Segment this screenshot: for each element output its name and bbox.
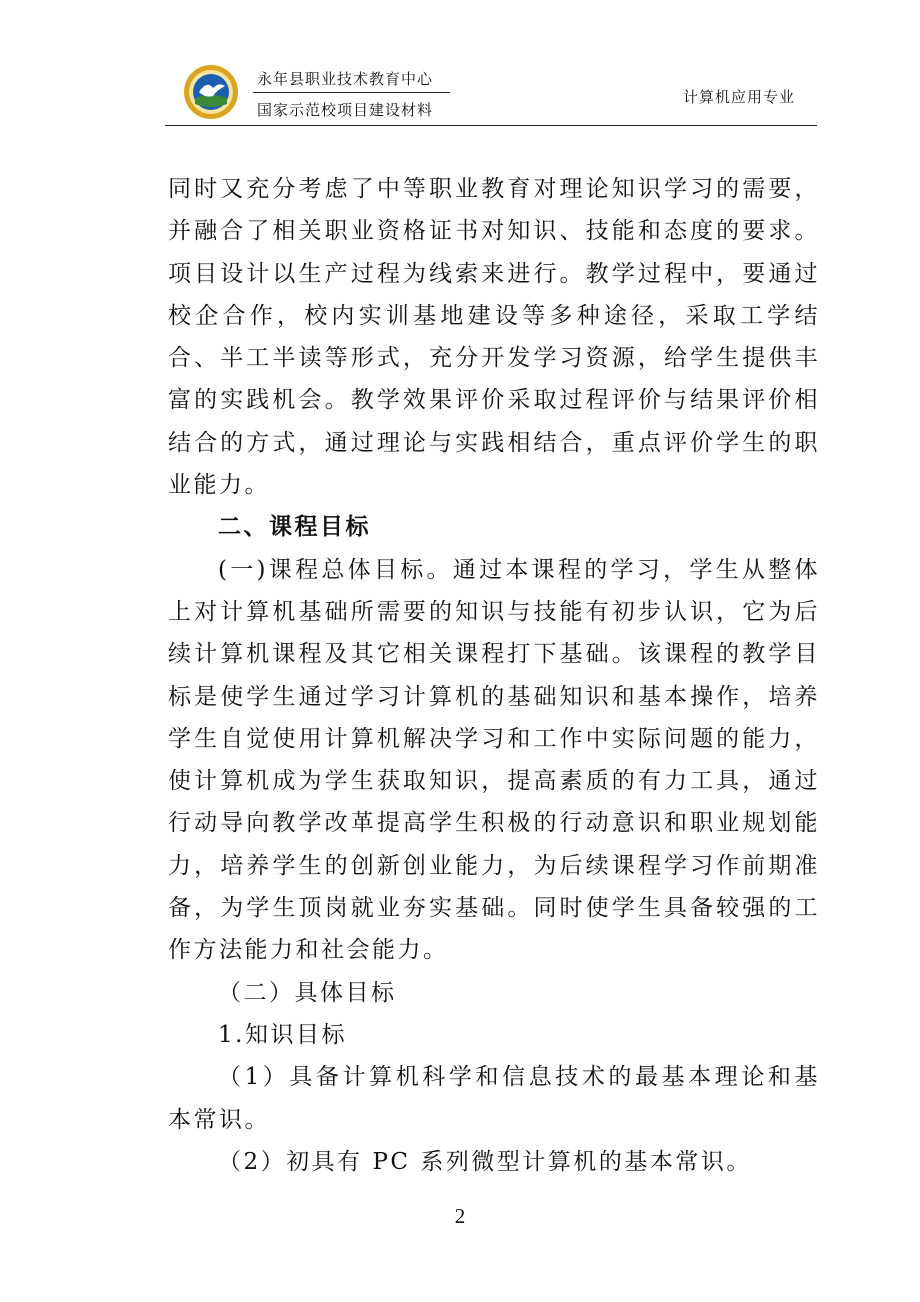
header-rule — [165, 125, 817, 126]
document-body — [168, 168, 820, 1183]
list-heading: 1.知识目标 — [218, 1021, 347, 1048]
paragraph: (一)课程总体目标。通过本课程的学习，学生从整体上对计算机基础所需要的知识与技能有初步认识，它为后续计算机课程及其它相关课程打下基础。该课程的教学目标是使学生通过学习计算机的基础知识和基本操作，培养学生自觉使用计算机解决学习和工作中实际问题的能力，使计算机成为学生获取知识，提高素质的有力工具，通过行动导向教学改革提高学生积极的行动意识和职业规划能力，培养学生的创新创业能力，为后续课程学习作前期准备，为学生顶岗就业夯实基础。同时使学生具备较强的工作方法能力和社会能力。 — [168, 556, 820, 964]
page-header — [0, 0, 920, 130]
paragraph: 同时又充分考虑了中等职业教育对理论知识学习的需要，并融合了相关职业资格证书对知识、技能和态度的要求。项目设计以生产过程为线索来进行。教学过程中，要通过校企合作，校内实训基地建设等多种途径，采取工学结合、半工半读等形式，充分开发学习资源，给学生提供丰富的实践机会。教学效果评价采取过程评价与结果评价相结合的方式，通过理论与实践相结合，重点评价学生的职业能力。 — [168, 176, 820, 499]
major-name: 计算机应用专业 — [683, 88, 796, 106]
header-divider — [253, 92, 450, 93]
page-number: 2 — [454, 1204, 466, 1228]
sub-heading: （二）具体目标 — [218, 979, 397, 1006]
org-name: 永年县职业技术教育中心 — [257, 70, 434, 88]
list-item: （1）具备计算机科学和信息技术的最基本理论和基本常识。 — [168, 1064, 820, 1133]
school-emblem-icon — [183, 64, 239, 120]
list-item: （2）初具有 PC 系列微型计算机的基本常识。 — [218, 1148, 752, 1175]
section-heading: 二、课程目标 — [218, 514, 371, 541]
document-type: 国家示范校项目建设材料 — [257, 101, 434, 119]
